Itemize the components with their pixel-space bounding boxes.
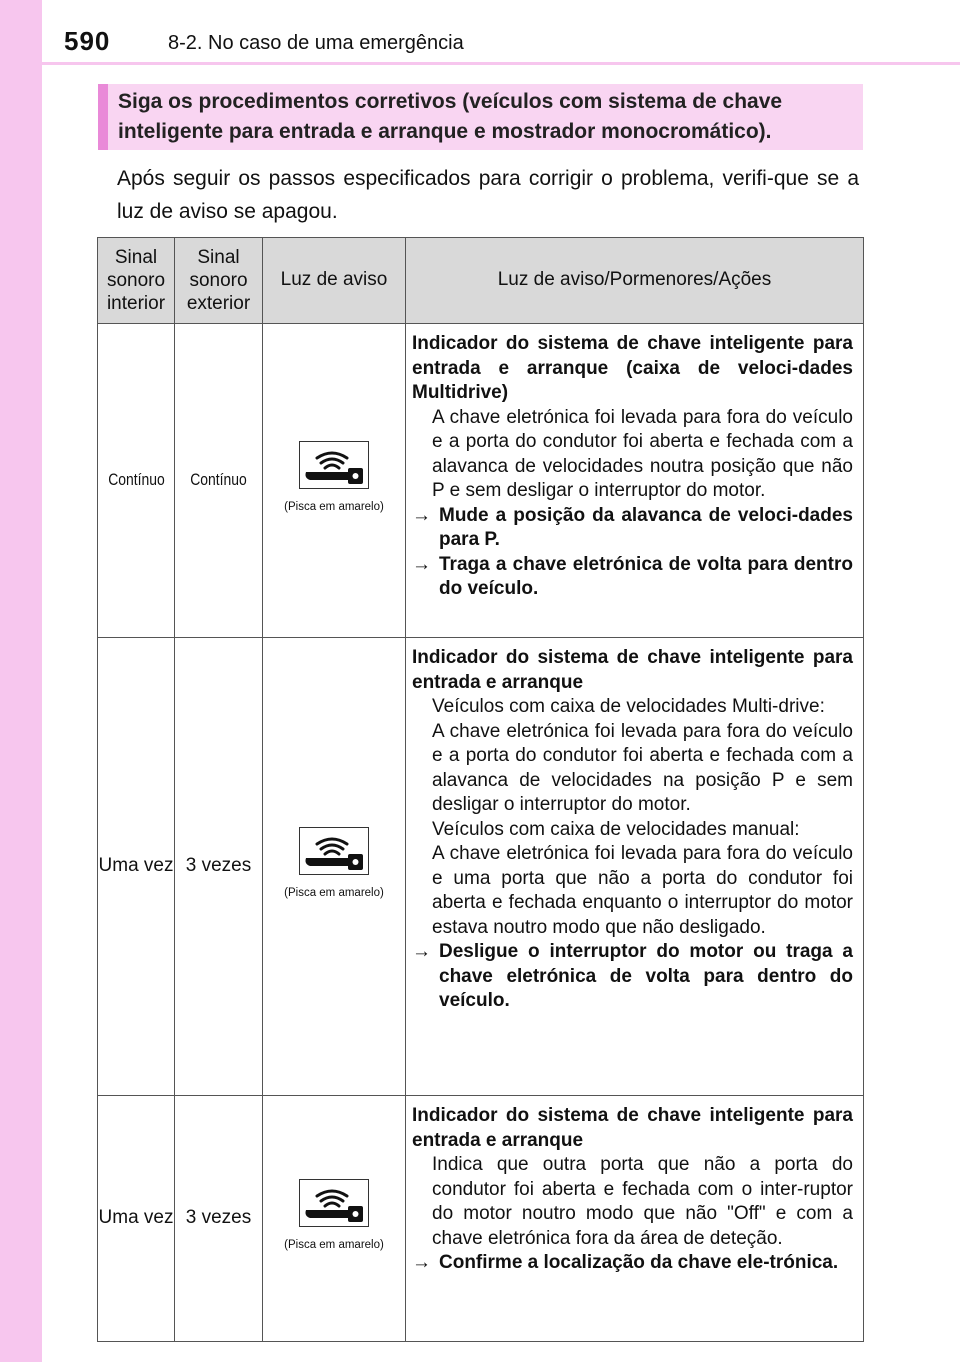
icon-caption: (Pisca em amarelo) <box>284 501 384 514</box>
warning-light-cell <box>263 638 406 1096</box>
action-item <box>412 553 853 602</box>
interior-signal-cell <box>98 324 175 638</box>
action-text: Mude a posição da alavanca de veloci-dades para P. <box>439 504 853 550</box>
arrow-icon: → <box>412 1252 431 1273</box>
page-side-bar <box>0 0 42 1362</box>
indicator-title: Indicador do sistema de chave inteligente para entrada e arranque <box>412 1105 853 1151</box>
details-cell <box>406 638 864 1096</box>
indicator-title: Indicador do sistema de chave inteligente para entrada e arranque (caixa de veloci-dades Multidrive) <box>412 333 853 403</box>
indicator-title: Indicador do sistema de chave inteligente para entrada e arranque <box>412 647 853 693</box>
exterior-signal-cell <box>175 638 263 1096</box>
arrow-icon: → <box>412 941 431 962</box>
interior-signal-cell <box>98 638 175 1096</box>
interior-signal-cell <box>98 1096 175 1342</box>
warning-table <box>97 237 864 1342</box>
exterior-signal-cell <box>175 324 263 638</box>
detail-text: Veículos com caixa de velocidades manual: <box>432 818 800 840</box>
interior-signal: Uma vez <box>98 855 174 877</box>
warning-light-cell <box>263 1096 406 1342</box>
column-header-exterior: Sinal sonoro exterior <box>175 238 263 324</box>
exterior-signal-cell <box>175 1096 263 1342</box>
action-item <box>412 1251 853 1276</box>
procedure-banner: Siga os procedimentos corretivos (veículos com sistema de chave inteligente para entrada e arranque e mostrador monocromático). <box>98 84 863 150</box>
detail-text: A chave eletrónica foi levada para fora do veículo e a porta do condutor foi aberta e fechada com a alavanca de velocidades na posição P e sem desligar o interruptor do motor. <box>432 720 853 815</box>
smart-key-warning-icon <box>299 827 369 875</box>
interior-signal: Uma vez <box>98 1207 174 1229</box>
column-header-interior: Sinal sonoro interior <box>98 238 175 324</box>
details-cell <box>406 1096 864 1342</box>
detail-text: A chave eletrónica foi levada para fora do veículo e a porta do condutor foi aberta e fechada com a alavanca de velocidades noutra posição que não P e sem desligar o interruptor do motor. <box>432 406 853 501</box>
detail-text: A chave eletrónica foi levada para fora do veículo e uma porta que não a porta do condutor foi aberta e fechada enquanto o interruptor do motor estava noutro modo que não desligado. <box>432 843 853 938</box>
interior-signal: Contínuo <box>107 470 165 490</box>
page-number: 590 <box>64 26 111 56</box>
smart-key-warning-icon <box>299 441 369 489</box>
detail-text: Veículos com caixa de velocidades Multi-drive: <box>432 696 825 717</box>
icon-caption: (Pisca em amarelo) <box>284 887 384 900</box>
arrow-icon: → <box>412 553 431 575</box>
action-text: Traga a chave eletrónica de volta para dentro do veículo. <box>439 553 853 599</box>
action-text: Confirme a localização da chave ele-trónica. <box>439 1252 839 1273</box>
smart-key-warning-icon <box>299 1179 369 1227</box>
action-item <box>412 940 853 1014</box>
exterior-signal: 3 vezes <box>185 1207 252 1229</box>
exterior-signal: 3 vezes <box>185 855 252 877</box>
header-rule <box>0 62 960 65</box>
section-title: 8-2. No caso de uma emergência <box>168 32 464 54</box>
table-row <box>98 638 864 1096</box>
warning-light-cell <box>263 324 406 638</box>
action-item <box>412 504 853 553</box>
intro-paragraph: Após seguir os passos especificados para corrigir o problema, verifi-que se a luz de aviso se apagou. <box>117 167 859 223</box>
column-header-details: Luz de aviso/Pormenores/Ações <box>406 238 864 324</box>
arrow-icon: → <box>412 504 431 526</box>
icon-caption: (Pisca em amarelo) <box>284 1239 384 1252</box>
table-row <box>98 324 864 638</box>
column-header-warning-light: Luz de aviso <box>263 238 406 324</box>
details-cell <box>406 324 864 638</box>
table-row <box>98 1096 864 1342</box>
exterior-signal: Contínuo <box>190 470 247 490</box>
detail-text: Indica que outra porta que não a porta do condutor foi aberta e fechada com o inter-ruptor do motor noutro modo que não "Off" e com a chave eletrónica fora da área de deteção. <box>432 1154 853 1249</box>
action-text: Desligue o interruptor do motor ou traga a chave eletrónica de volta para dentro do veículo. <box>439 941 853 1011</box>
table-header-row <box>98 238 864 324</box>
